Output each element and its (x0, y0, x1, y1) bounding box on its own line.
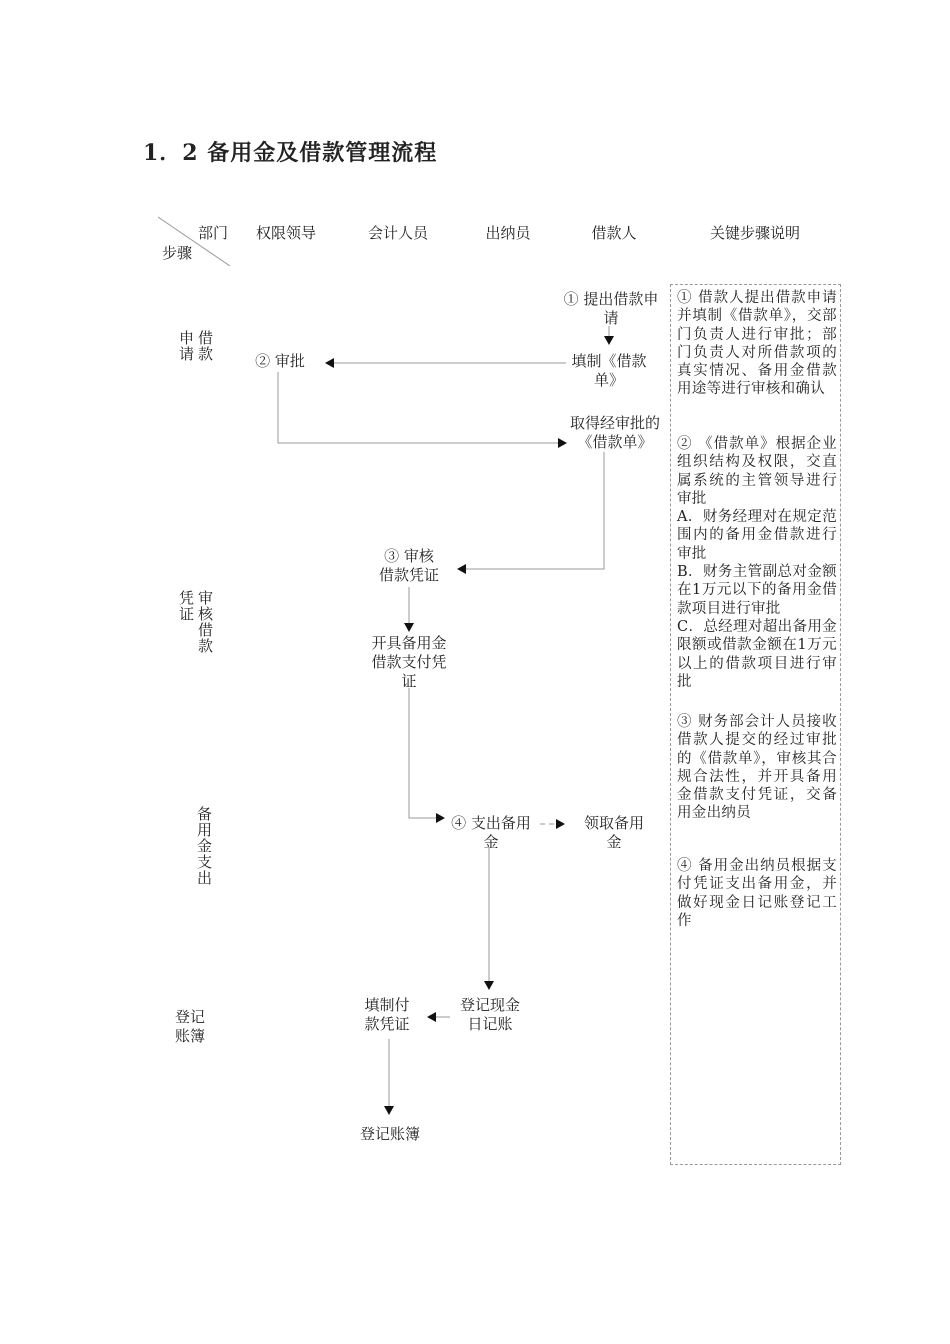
col-header-accountant: 会计人员 (367, 224, 428, 242)
arrowhead-review-to-issue (404, 623, 414, 632)
page-title: 1．2 备用金及借款管理流程 (143, 140, 438, 166)
arrowhead-journal-to-voucher (427, 1012, 436, 1022)
node-apply (556, 290, 666, 328)
stage-label-apply: 借款申请 (177, 330, 214, 362)
node-obtain-line1: 取得经审批的 (569, 414, 660, 432)
key-steps-panel (670, 284, 841, 1165)
node-payment-voucher-line1: 填制付 (364, 996, 410, 1014)
node-fill-form-line1: 填制《借款 (571, 352, 647, 370)
node-cash-journal (450, 996, 530, 1034)
node-obtain (562, 414, 668, 452)
node-receive-line2: 金 (606, 833, 622, 851)
node-issue-line2: 借款支付凭 (371, 653, 447, 671)
note-step-1: ① 借款人提出借款申请并填制《借款单》，交部门负责人进行审批；部门负责人对所借款项的真实情况、备用金借款用途等进行审核和确认 (677, 290, 837, 398)
arrowhead-voucher-to-ledger (384, 1106, 394, 1115)
arrowhead-fill-to-approve (325, 358, 334, 368)
col-header-notes: 关键步骤说明 (709, 224, 800, 242)
node-disburse (444, 814, 538, 852)
node-review (368, 547, 450, 585)
stage-label-disburse: 备用金支出 (195, 806, 213, 886)
node-issue-line3: 证 (401, 672, 417, 690)
col-header-cashier: 出纳员 (485, 224, 531, 242)
col-header-leader: 权限领导 (255, 224, 316, 242)
connector-issue-to-disburse (409, 688, 436, 818)
corner-top-label: 部门 (198, 224, 229, 242)
corner-bottom-label: 步骤 (162, 244, 193, 262)
node-issue-line1: 开具备用金 (371, 634, 447, 652)
node-payment-voucher (354, 996, 420, 1034)
node-review-line1: ③ 审核 (384, 547, 434, 565)
node-ledger: 登记账簿 (359, 1125, 420, 1143)
node-payment-voucher-line2: 款凭证 (364, 1015, 410, 1033)
node-apply-line1: ① 提出借款申 (563, 290, 659, 308)
node-disburse-line2: 金 (483, 833, 499, 851)
stage-label-ledger-line2: 账簿 (174, 1027, 205, 1045)
node-issue (362, 634, 456, 691)
arrowhead-disburse-to-journal (484, 981, 494, 990)
node-receive-line1: 领取备用 (583, 814, 644, 832)
node-obtain-line2: 《借款单》 (577, 433, 653, 451)
node-disburse-line1: ④ 支出备用 (451, 814, 531, 832)
connector-obtain-to-review (466, 452, 604, 569)
node-cash-journal-line2: 日记账 (467, 1015, 513, 1033)
node-receive (572, 814, 656, 852)
arrowhead-apply-to-fill (604, 336, 614, 345)
stage-label-review: 审核借款凭证 (177, 590, 214, 654)
node-cash-journal-line1: 登记现金 (459, 996, 520, 1014)
node-apply-line2: 请 (603, 309, 619, 327)
stage-label-ledger-line1: 登记 (174, 1008, 205, 1026)
node-review-line2: 借款凭证 (378, 566, 439, 584)
node-approve: ② 审批 (255, 352, 305, 370)
note-step-2: ② 《借款单》根据企业组织结构及权限，交直属系统的主管领导进行审批 A．财务经理对在规定范围内的备用金借款进行审批 B．财务主管副总对金额在1万元以下的备用金借款项目进行审批 C．总经理对超出备用金限额或借款金额在1万元以上的借款项目进行审批 (677, 436, 837, 690)
connector-approve-to-obtain (278, 372, 558, 443)
node-fill-form-line2: 单》 (593, 371, 624, 389)
col-header-borrower: 借款人 (591, 224, 637, 242)
arrowhead-obtain-to-review (457, 564, 466, 574)
arrowhead-disburse-to-receive (556, 819, 565, 829)
node-fill-form (566, 352, 652, 390)
note-step-3: ③ 财务部会计人员接收借款人提交的经过审批的《借款单》，审核其合规合法性，并开具备用金借款支付凭证，交备用金出纳员 (677, 714, 837, 822)
note-step-4: ④ 备用金出纳员根据支付凭证支出备用金，并做好现金日记账登记工作 (677, 858, 837, 929)
